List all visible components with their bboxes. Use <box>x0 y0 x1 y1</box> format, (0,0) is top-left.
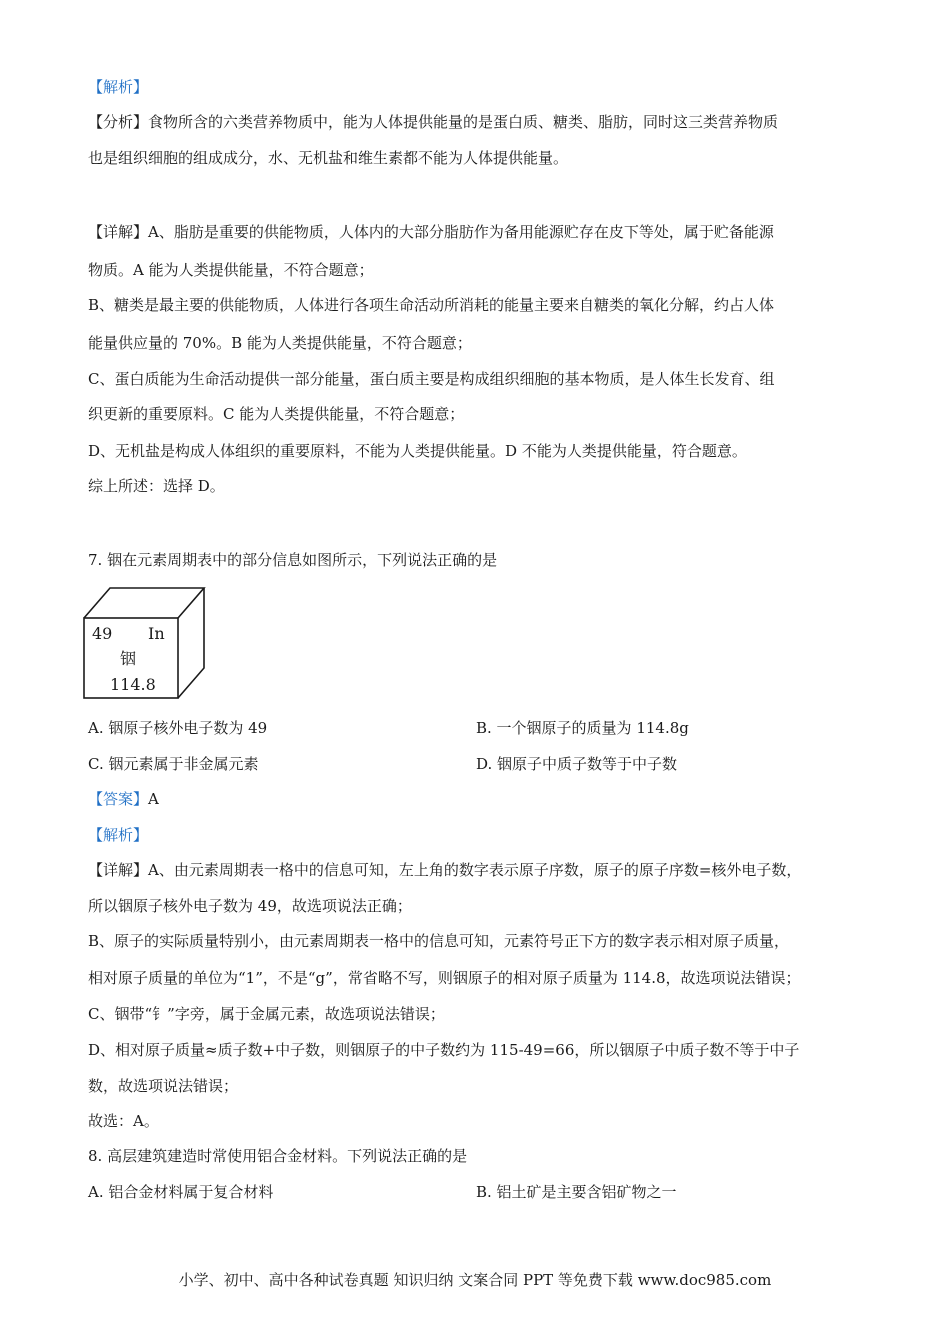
detail-line-6: 织更新的重要原料。C 能为人类提供能量，不符合题意； <box>88 405 465 423</box>
q7-option-d: D. 铟原子中质子数等于中子数 <box>476 755 678 773</box>
section-text: 食物所含的六类营养物质中，能为人体提供能量的是蛋白质、糖类、脂肪，同时这三类营养物质 <box>148 113 779 131</box>
q7-stem: 7. 铟在元素周期表中的部分信息如图所示，下列说法正确的是 <box>88 551 498 569</box>
detail-line-1 <box>88 222 774 242</box>
q7-detail-line-4: 相对原子质量的单位为“1”，不是“g”，常省略不写，则铟原子的相对原子质量为 114.8，故选项说法错误； <box>88 969 801 987</box>
section-text: A、脂肪是重要的供能物质，人体内的大部分脂肪作为备用能源贮存在皮下等处，属于贮备能源 <box>148 223 774 241</box>
q8-option-a: A. 铝合金材料属于复合材料 <box>88 1183 274 1201</box>
detail-line-2: 物质。A 能为人类提供能量，不符合题意； <box>88 261 374 279</box>
detail-line-7: D、无机盐是构成人体组织的重要原料，不能为人类提供能量。D 不能为人类提供能量，符合题意。 <box>88 442 747 460</box>
q7-detail-line-6: D、相对原子质量≈质子数+中子数，则铟原子的中子数约为 115-49=66，所以铟原子中质子数不等于中子 <box>88 1041 800 1059</box>
element-cell-diagram <box>80 584 210 708</box>
q7-detail-line-5: C、铟带“钅”字旁，属于金属元素，故选项说法错误； <box>88 1005 445 1023</box>
detail-line-4: 能量供应量的 70%。B 能为人类提供能量，不符合题意； <box>88 334 472 352</box>
section-tag: 【详解】 <box>88 861 149 879</box>
detail-line-3: B、糖类是最主要的供能物质，人体进行各项生命活动所消耗的能量主要来自糖类的氧化分解，约占人体 <box>88 296 775 314</box>
q7-option-b: B. 一个铟原子的质量为 114.8g <box>476 719 689 737</box>
detail-line-8: 综上所述：选择 D。 <box>88 477 225 495</box>
section-tag: 【分析】 <box>88 113 149 131</box>
detail-line-5: C、蛋白质能为生命活动提供一部分能量，蛋白质主要是构成组织细胞的基本物质，是人体生长发育、组 <box>88 370 775 388</box>
analysis-tag: 【解析】 <box>88 78 149 96</box>
q8-stem: 8. 高层建筑建造时常使用铝合金材料。下列说法正确的是 <box>88 1147 468 1165</box>
q7-detail-line-3: B、原子的实际质量特别小，由元素周期表一格中的信息可知，元素符号正下方的数字表示相对原子质量， <box>88 932 790 950</box>
atomic-mass: 114.8 <box>110 675 156 694</box>
q7-answer <box>88 789 159 809</box>
element-symbol: In <box>148 624 165 643</box>
q7-option-c: C. 铟元素属于非金属元素 <box>88 755 259 773</box>
section-tag: 【详解】 <box>88 223 149 241</box>
element-name: 铟 <box>120 649 137 668</box>
q7-detail-line-7: 数，故选项说法错误； <box>88 1077 239 1095</box>
q7-detail-line-2: 所以铟原子核外电子数为 49，故选项说法正确； <box>88 897 412 915</box>
page-footer: 小学、初中、高中各种试卷真题 知识归纳 文案合同 PPT 等免费下载 www.doc985.com <box>178 1271 772 1289</box>
answer-tag: 【答案】 <box>88 790 149 808</box>
atomic-number: 49 <box>92 624 113 643</box>
section-text: A、由元素周期表一格中的信息可知，左上角的数字表示原子序数，原子的原子序数=核外电子数， <box>148 861 802 879</box>
q7-detail-line-1 <box>88 860 801 880</box>
q7-analysis-tag: 【解析】 <box>88 826 149 844</box>
q7-option-a: A. 铟原子核外电子数为 49 <box>88 719 268 737</box>
q8-option-b: B. 铝土矿是主要含铝矿物之一 <box>476 1183 677 1201</box>
analysis-line-2: 也是组织细胞的组成成分，水、无机盐和维生素都不能为人体提供能量。 <box>88 149 569 167</box>
answer-value: A <box>148 790 159 808</box>
analysis-line-1 <box>88 112 778 132</box>
q7-detail-line-8: 故选：A。 <box>88 1112 159 1130</box>
